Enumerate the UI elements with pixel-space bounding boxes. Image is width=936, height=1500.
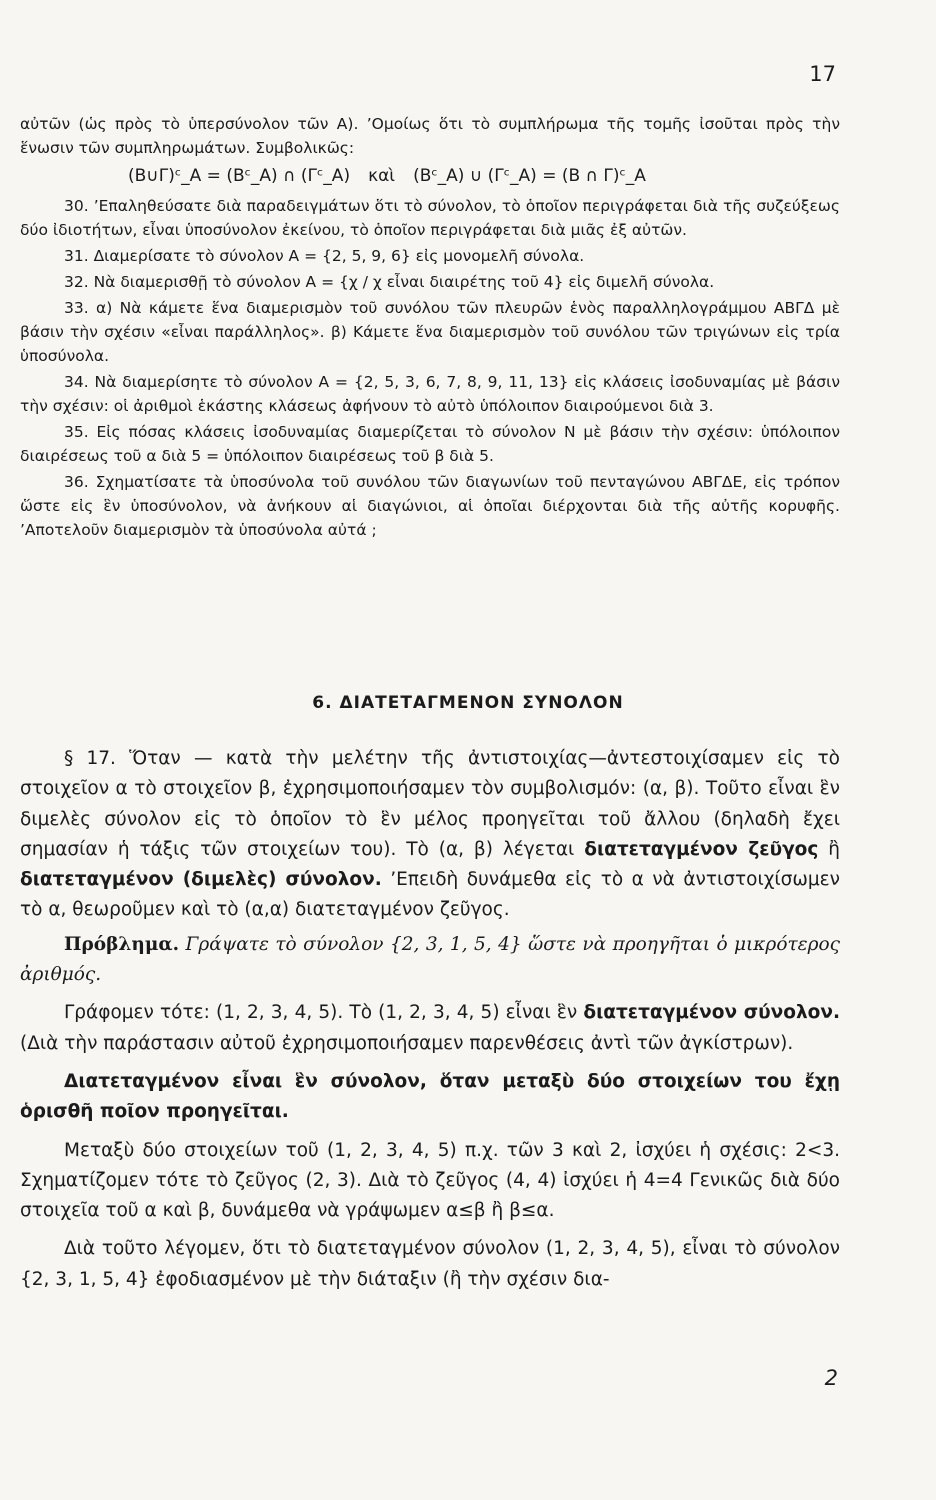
last-paragraph: Διὰ τοῦτο λέγομεν, ὅτι τὸ διατεταγμένον σύνολον (1, 2, 3, 4, 5), εἶναι τὸ σύνολον {2, 3, 1, 5, 4} ἐφοδιασμένον μὲ τὴν διάταξιν (ἢ τὴν σχέσιν δια- xyxy=(20,1238,840,1290)
formula-kai: καὶ xyxy=(368,166,396,186)
definition xyxy=(20,1067,840,1128)
p17-term-ordered-set: διατεταγμένον (διμελὲς) σύνολον. xyxy=(20,869,382,891)
problem xyxy=(20,930,840,991)
p17-or: ἢ xyxy=(828,838,840,860)
answer xyxy=(20,998,840,1059)
answer-text-a: Γράφομεν τότε: (1, 2, 3, 4, 5). Τὸ (1, 2, 3, 4, 5) εἶναι ἓν xyxy=(64,1002,578,1024)
section-body xyxy=(20,744,840,1303)
formula-de-morgan xyxy=(20,164,840,188)
exercise-31: 31. Διαμερίσατε τὸ σύνολον Α = {2, 5, 9, 6} εἰς μονομελῆ σύνολα. xyxy=(64,247,585,265)
formula-right: (Βᶜ_A) ∪ (Γᶜ_A) = (Β ∩ Γ)ᶜ_A xyxy=(413,166,646,186)
exercise-35: 35. Εἰς πόσας κλάσεις ἰσοδυναμίας διαμερίζεται τὸ σύνολον Ν μὲ βάσιν τὴν σχέσιν: ὑπόλοιπον διαιρέσεως τοῦ α διὰ 5 = ὑπόλοιπον διαιρέσεως τοῦ β διὰ 5. xyxy=(20,423,840,465)
paragraph-intro: αὐτῶν (ὡς πρὸς τὸ ὑπερσύνολον τῶν Α). ’Ομοίως ὅτι τὸ συμπλήρωμα τῆς τομῆς ἰσοῦται πρὸς τὴν ἕνωσιν τῶν συμπληρωμάτων. Συμβολικῶς: xyxy=(20,115,840,157)
problem-label: Πρόβλημα. xyxy=(64,933,180,955)
exercise-33: 33. α) Νὰ κάμετε ἕνα διαμερισμὸν τοῦ συνόλου τῶν πλευρῶν ἑνὸς παραλληλογράμμου ΑΒΓΔ μὲ βάσιν τὴν σχέσιν «εἶναι παράλληλος». β) Κάμετε ἕνα διαμερισμὸν τοῦ συνόλου τῶν τριγώνων εἰς τρία ὑποσύνολα. xyxy=(20,299,840,365)
exercise-36: 36. Σχηματίσατε τὰ ὑποσύνολα τοῦ συνόλου τῶν διαγωνίων τοῦ πενταγώνου ΑΒΓΔΕ, εἰς τρόπον ὥστε εἰς ἓν ὑποσύνολον, νὰ ἀνήκουν αἱ διαγώνιοι, αἱ ὁποῖαι διέρχονται διὰ τῆς αὐτῆς κορυφῆς. ’Αποτελοῦν διαμερισμὸν τὰ ὑποσύνολα αὐτά ; xyxy=(20,473,840,539)
page-number: 17 xyxy=(809,62,836,86)
example-paragraph: Μεταξὺ δύο στοιχείων τοῦ (1, 2, 3, 4, 5) π.χ. τῶν 3 καὶ 2, ἰσχύει ἡ σχέσις: 2<3. Σχηματίζομεν τότε τὸ ζεῦγος (2, 3). Διὰ τὸ ζεῦγος (4, 4) ἰσχύει ἡ 4=4 Γενικῶς διὰ δύο στοιχεῖα τοῦ α καὶ β, δυνάμεθα νὰ γράψωμεν α≤β ἢ β≤α. xyxy=(20,1139,840,1222)
paragraph-17 xyxy=(20,744,840,926)
p17-term-ordered-pair: διατεταγμένον ζεῦγος xyxy=(584,838,819,860)
exercise-34: 34. Νὰ διαμερίσητε τὸ σύνολον Α = {2, 5, 3, 6, 7, 8, 9, 11, 13} εἰς κλάσεις ἰσοδυναμίας μὲ βάσιν τὴν σχέσιν: οἱ ἀριθμοὶ ἑκάστης κλάσεως ἀφήνουν τὸ αὐτὸ ὑπόλοιπον διαιρούμενοι διὰ 3. xyxy=(20,373,840,415)
exercise-32: 32. Νὰ διαμερισθῇ τὸ σύνολον Α = {χ / χ εἶναι διαιρέτης τοῦ 4} εἰς διμελῆ σύνολα. xyxy=(64,273,715,291)
p17-text-d: ’Επειδὴ δυνάμεθα εἰς τὸ α νὰ ἀντιστοιχίσωμεν τὸ α, θεωροῦμεν καὶ τὸ (α,α) διατεταγμένον ζεῦγος. xyxy=(20,869,840,921)
exercise-30: 30. ’Επαληθεύσατε διὰ παραδειγμάτων ὅτι τὸ σύνολον, τὸ ὁποῖον περιγράφεται διὰ τῆς συζεύξεως δύο ἰδιοτήτων, εἶναι ὑποσύνολον ἐκείνου, τὸ ὁποῖον περιγράφεται διὰ μιᾶς ἐξ αὐτῶν. xyxy=(20,197,840,239)
formula-left: (Β∪Γ)ᶜ_A = (Βᶜ_A) ∩ (Γᶜ_A) xyxy=(128,166,351,186)
answer-text-c: (Διὰ τὴν παράστασιν αὐτοῦ ἐχρησιμοποιήσαμεν παρενθέσεις ἀντὶ τῶν ἀγκίστρων). xyxy=(20,1032,794,1054)
p17-text-a: § 17. Ὅταν — κατὰ τὴν μελέτην τῆς ἀντιστοιχίας—ἀντεστοιχίσαμεν εἰς τὸ στοιχεῖον α τὸ στοιχεῖον β, ἐχρησιμοποιήσαμεν τὸν συμβολισμόν: (α, β). Τοῦτο εἶναι ἓν διμελὲς σύνολον εἰς τὸ ὁποῖον τὸ ἓν μέλος προηγεῖται τοῦ ἄλλου (δηλαδὴ ἔχει σημασίαν ἡ τάξις τῶν στοιχείων του). Τὸ (α, β) λέγεται xyxy=(20,748,840,860)
answer-term: διατεταγμένον σύνολον. xyxy=(583,1002,841,1024)
problem-text: Γράψατε τὸ σύνολον {2, 3, 1, 5, 4} ὥστε νὰ προηγῆται ὁ μικρότερος ἀριθμός. xyxy=(20,933,840,986)
section-heading: 6. ΔΙΑΤΕΤΑΓΜΕΝΟΝ ΣΥΝΟΛΟΝ xyxy=(312,693,624,713)
definition-text: Διατεταγμένον εἶναι ἓν σύνολον, ὅταν μεταξὺ δύο στοιχείων του ἔχῃ ὁρισθῆ ποῖον προηγεῖται. xyxy=(20,1070,840,1123)
exercises-block xyxy=(20,112,840,542)
signature-mark: 2 xyxy=(824,1366,838,1390)
